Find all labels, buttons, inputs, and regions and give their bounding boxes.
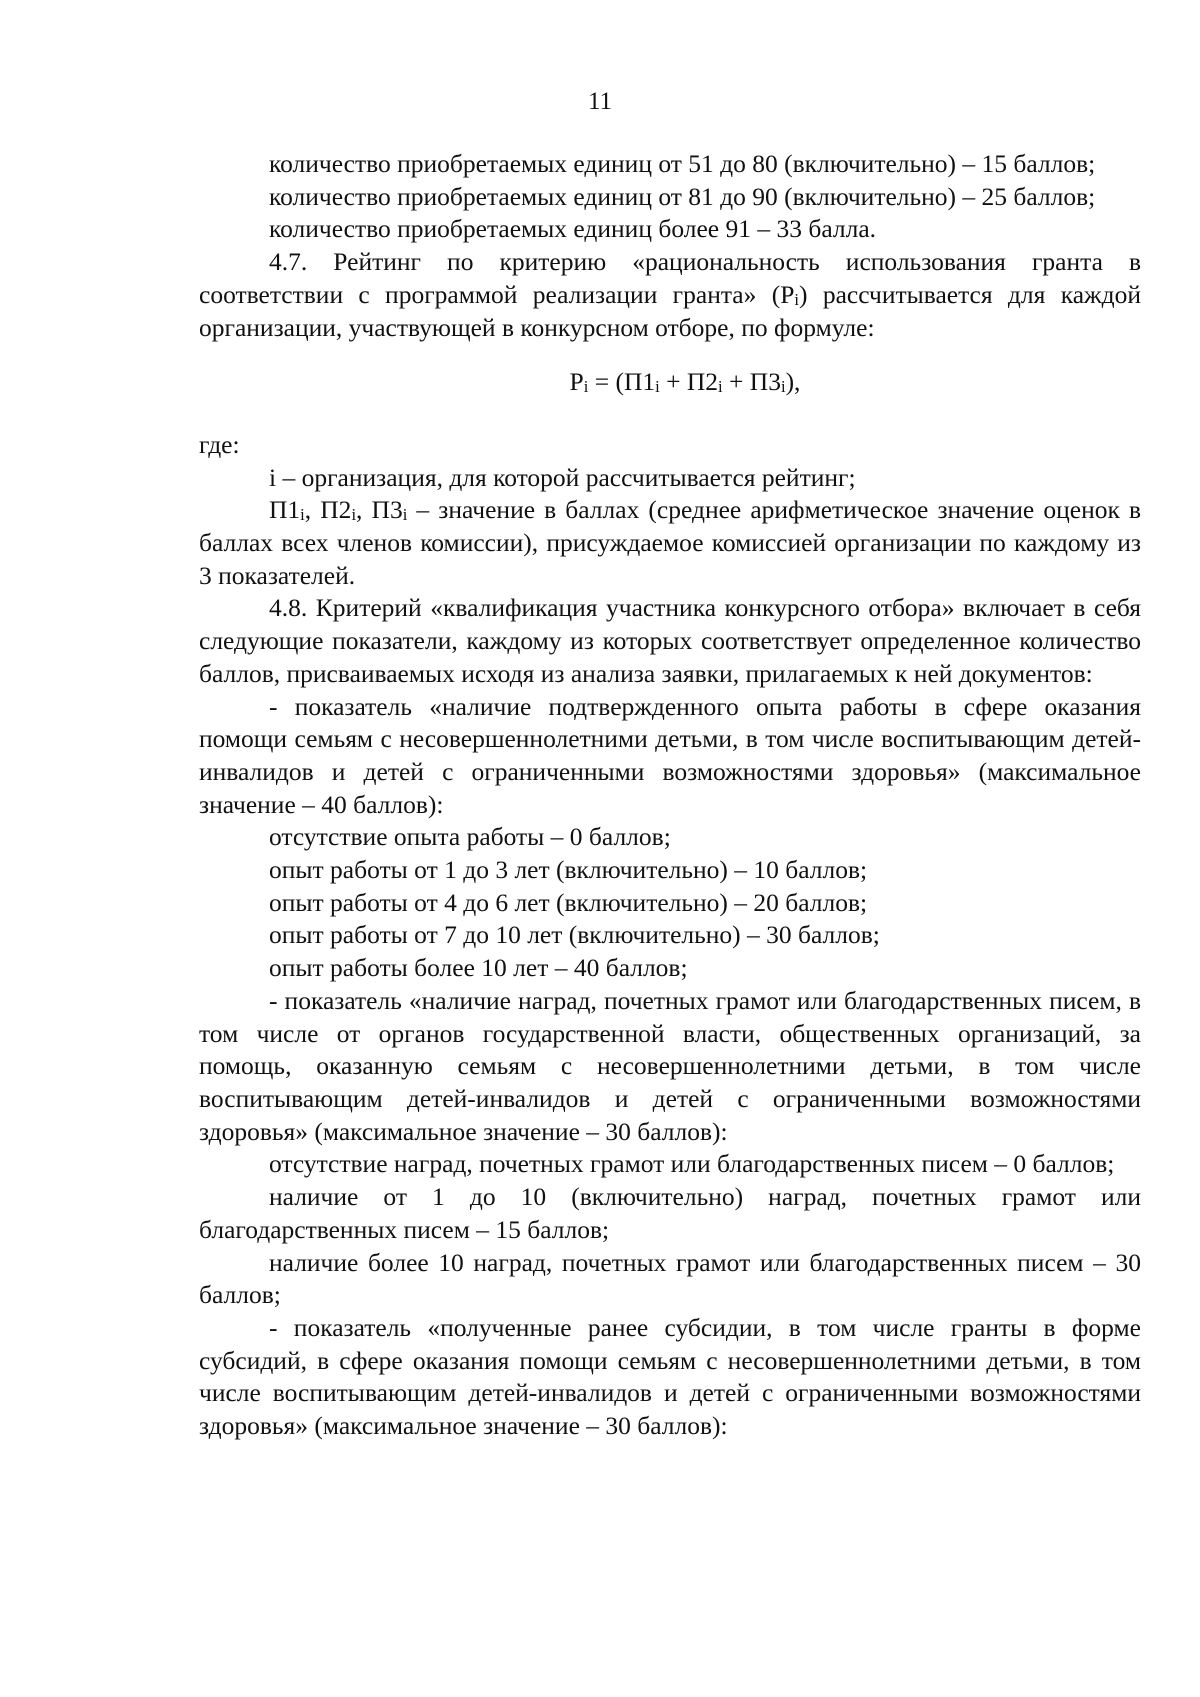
awards-1-10: наличие от 1 до 10 (включительно) наград, почетных грамот или благодарственных писем – 15 баллов; [199, 1182, 1141, 1244]
experience-7-10: опыт работы от 7 до 10 лет (включительно) – 30 баллов; [269, 920, 880, 950]
definition-p-scores: $П1_i$, $П2_i$, $П3_i$ – значение в баллах (среднее арифметическое значение оценок в баллах всех членов комиссии), присуждаемое комиссией организации по каждому из 3 показателей. [199, 495, 1142, 590]
rating-formula: $P_i = (П1_i + П2_i + П3_i)$, [569, 367, 801, 397]
awards-over-10: наличие более 10 наград, почетных грамот или благодарственных писем – 30 баллов; [199, 1247, 1141, 1310]
indicator-experience: - показатель «наличие подтвержденного опыта работы в сфере оказания помощи семьям с несовершеннолетними детьми, в том числе воспитывающим детей-инвалидов и детей с ограниченными возможностями здоровья» (максимальное значение – 40 баллов): [199, 691, 1141, 819]
paragraph-units-81-90: количество приобретаемых единиц от 81 до 90 (включительно) – 25 баллов; [269, 181, 1096, 211]
experience-over-10: опыт работы более 10 лет – 40 баллов; [269, 953, 688, 983]
indicator-awards: - показатель «наличие наград, почетных грамот или благодарственных писем, в том числе от органов государственной власти, общественных организаций, за помощь, оказанную семьям с несовершеннолетними детьми, в том числе воспитывающим детей-инвалидов и детей с ограниченными возможностями здоровья» (максимальное значение – 30 баллов): [199, 985, 1141, 1146]
definition-i: i – организация, для которой рассчитывается рейтинг; [269, 462, 856, 492]
document-body [199, 148, 1141, 1443]
paragraph-units-over-91: количество приобретаемых единиц более 91 – 33 балла. [269, 214, 877, 244]
indicator-subsidies: - показатель «полученные ранее субсидии, в том числе гранты в форме субсидий, в сфере оказания помощи семьям с несовершеннолетними детьми, в том числе воспитывающим детей-инвалидов и детей с ограниченными возможностями здоровья» (максимальное значение – 30 баллов): [199, 1312, 1141, 1441]
paragraph-4-7: 4.7. Рейтинг по критерию «рациональность использования гранта в соответствии с программой реализации гранта» $(P_i)$ рассчитывается для каждой организации, участвующей в конкурсном отборе, по формуле: [199, 247, 1141, 342]
awards-none: отсутствие наград, почетных грамот или благодарственных писем – 0 баллов; [269, 1149, 1115, 1179]
experience-none: отсутствие опыта работы – 0 баллов; [269, 822, 671, 852]
where-label: где: [199, 429, 240, 459]
paragraph-units-51-80: количество приобретаемых единиц от 51 до 80 (включительно) – 15 баллов; [269, 149, 1096, 178]
experience-1-3: опыт работы от 1 до 3 лет (включительно) – 10 баллов; [269, 855, 868, 885]
paragraph-4-8: 4.8. Критерий «квалификация участника конкурсного отбора» включает в себя следующие показатели, каждому из которых соответствует определенное количество баллов, присваиваемых исходя из анализа заявки, прилагаемых к ней документов: [199, 593, 1141, 688]
experience-4-6: опыт работы от 4 до 6 лет (включительно) – 20 баллов; [269, 887, 868, 917]
page-number: 11 [587, 88, 613, 115]
